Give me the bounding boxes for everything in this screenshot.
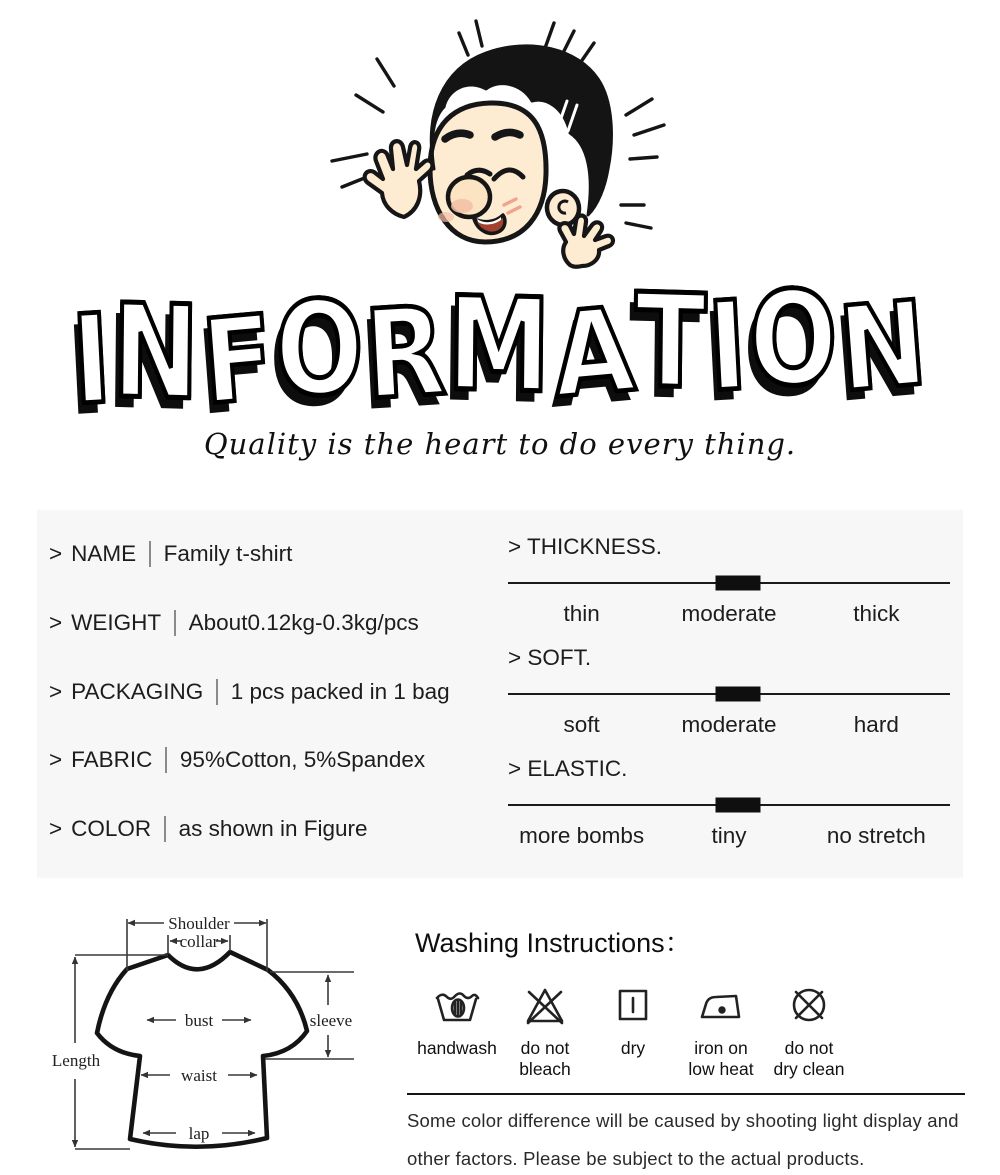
scale-title: > ELASTIC. — [508, 756, 628, 781]
spec-prefix: > — [49, 609, 63, 635]
scale-marker — [715, 687, 760, 702]
scale-label-mid: moderate — [681, 601, 777, 626]
spec-value: 1 pcs packed in 1 bag — [230, 678, 450, 704]
divider-rule — [407, 1093, 965, 1095]
page-title: I N F O R M A T I O N — [68, 262, 934, 433]
washing-icons-row — [407, 982, 965, 1080]
wash-item-dry — [589, 982, 677, 1080]
iron-low-heat-icon — [698, 982, 744, 1028]
tshirt-measurement-diagram — [30, 893, 390, 1167]
spec-row-packaging — [49, 678, 508, 706]
scale-track — [508, 686, 950, 702]
scale-track — [508, 575, 950, 591]
scale-label-mid: tiny — [711, 823, 747, 848]
spec-prefix: > — [49, 678, 63, 704]
mascot-waving-boy-illustration — [320, 8, 680, 280]
wash-label: handwash — [417, 1038, 497, 1058]
wash-label: do not bleach — [519, 1038, 571, 1079]
label-value-divider — [165, 747, 167, 773]
bust-label: bust — [184, 1011, 214, 1030]
spec-label: COLOR — [71, 816, 152, 841]
wash-label: iron on low heat — [688, 1038, 754, 1079]
spec-value: 95%Cotton, 5%Spandex — [179, 747, 426, 773]
scale-label-high: no stretch — [826, 823, 926, 848]
collar-label: collar — [179, 932, 219, 951]
scale-label-mid: moderate — [681, 712, 777, 737]
do-not-bleach-icon — [522, 982, 568, 1028]
length-label: Length — [51, 1051, 101, 1070]
label-value-divider — [216, 679, 218, 705]
spec-row-weight — [49, 609, 508, 637]
spec-panel — [37, 510, 963, 878]
label-value-divider — [164, 816, 166, 842]
spec-value: About0.12kg-0.3kg/pcs — [188, 609, 419, 635]
scale-label-high: thick — [853, 601, 900, 626]
wash-item-iron-low-heat — [677, 982, 765, 1080]
scale-labels — [508, 822, 950, 850]
shoulder-label: Shoulder — [168, 914, 230, 933]
note-line-2: other factors. Please be subject to the actual products. — [407, 1148, 865, 1169]
dry-icon — [610, 982, 656, 1028]
property-scales — [508, 510, 950, 878]
scale-thickness — [508, 532, 950, 628]
page-subtitle: Quality is the heart to do every thing. — [203, 427, 797, 461]
wash-item-handwash — [413, 982, 501, 1080]
scale-label-low: more bombs — [519, 823, 645, 848]
scale-labels — [508, 711, 950, 739]
lap-label: lap — [188, 1124, 210, 1143]
scale-label-high: hard — [853, 712, 899, 737]
spec-label: PACKAGING — [71, 678, 204, 704]
spec-prefix: > — [49, 816, 63, 841]
scale-elastic — [508, 754, 950, 850]
scale-label-low: soft — [563, 712, 600, 737]
spec-label: NAME — [71, 541, 137, 566]
tshirt-outline — [97, 952, 307, 1147]
right-waving-hand — [559, 215, 613, 266]
spec-prefix: > — [49, 541, 63, 566]
wash-item-do-not-bleach — [501, 982, 589, 1080]
spec-prefix: > — [49, 747, 63, 773]
spec-row-fabric — [49, 746, 508, 774]
wash-label: do not dry clean — [773, 1038, 845, 1079]
scale-marker — [715, 798, 760, 813]
wash-item-do-not-dry-clean — [765, 982, 853, 1080]
spec-label: FABRIC — [71, 747, 153, 773]
spec-label: WEIGHT — [71, 609, 162, 635]
scale-title: > SOFT. — [508, 645, 592, 670]
scale-labels — [508, 600, 950, 628]
spec-value: as shown in Figure — [178, 816, 368, 841]
scale-soft — [508, 643, 950, 739]
label-value-divider — [174, 610, 176, 636]
washing-instructions-section — [407, 915, 965, 1175]
nose-blush — [451, 199, 473, 213]
scale-track — [508, 797, 950, 813]
wash-label: dry — [620, 1038, 646, 1058]
spec-value: Family t-shirt — [163, 541, 293, 566]
waist-label: waist — [181, 1066, 217, 1085]
handwash-icon — [434, 982, 480, 1028]
color-difference-note — [407, 1102, 965, 1175]
left-cheek-blush — [438, 212, 454, 222]
washing-instructions-title: Washing Instructions： — [415, 928, 692, 958]
do-not-dry-clean-icon — [786, 982, 832, 1028]
spec-list — [49, 510, 508, 878]
note-line-1: Some color difference will be caused by shooting light display and — [407, 1110, 959, 1131]
scale-title: > THICKNESS. — [508, 534, 663, 559]
spec-row-color — [49, 815, 508, 843]
sleeve-label: sleeve — [309, 1011, 353, 1030]
label-value-divider — [149, 541, 151, 567]
scale-marker — [715, 576, 760, 591]
left-waving-hand — [365, 141, 433, 217]
scale-label-low: thin — [563, 601, 600, 626]
spec-row-name — [49, 540, 508, 568]
